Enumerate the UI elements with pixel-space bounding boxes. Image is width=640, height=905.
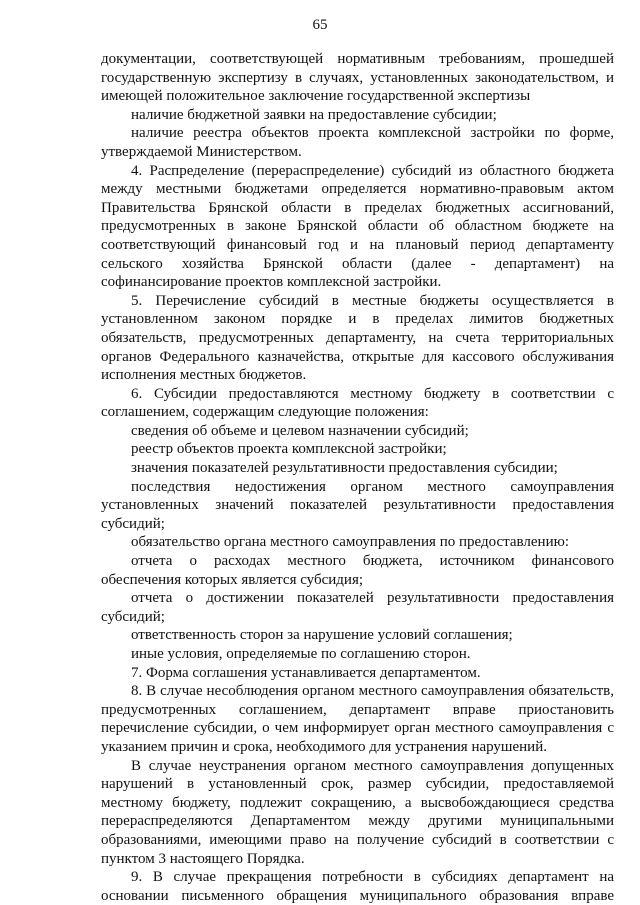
paragraph-subsidy-info: сведения об объеме и целевом назначении субсидий; — [131, 422, 469, 439]
paragraph-item-4-distribution: 4. Распределение (перераспределение) субсидий из областного бюджета между местными бюджетами определяется нормативно-правовым актом Правительства Брянской области в пределах бюджетных ассигнований, предусмотренных в законе Брянской области об областном бюджете на соответствующий финансовый год и на плановый период департаменту сельского хозяйства Брянской области (далее - департамент) на софинансирование проектов комплексной застройки. — [101, 162, 614, 291]
paragraph-item-7-form: 7. Форма соглашения устанавливается департаментом. — [131, 664, 481, 681]
paragraph-obligation: обязательство органа местного самоуправления по предоставлению: — [131, 534, 569, 551]
paragraph-other-conditions: иные условия, определяемые по соглашению сторон. — [131, 646, 471, 662]
paragraph-budget-request: наличие бюджетной заявки на предоставление субсидии; — [131, 106, 497, 123]
paragraph-reduction: В случае неустранения органом местного самоуправления допущенных нарушений в установленный срок, размер субсидии, предоставляемой местному бюджету, подлежит сокращению, а высвобождающиеся средства перераспределяются Департаментом между другими муниципальными образованиями, имеющими право на получение субсидий в соответствии с пунктом 3 настоящего Порядка. — [101, 757, 614, 867]
paragraph-item-6-agreement: 6. Субсидии предоставляются местному бюджету в соответствии с соглашением, содержащим следующие положения: — [101, 385, 614, 421]
paragraph-item-5-transfer: 5. Перечисление субсидий в местные бюджеты осуществляется в установленном законом порядке и в пределах лимитов бюджетных обязательств, предусмотренных департаменту, на счета территориальных органов Федерального казначейства, открытые для кассового обслуживания исполнения местных бюджетов. — [101, 292, 614, 384]
paragraph-item-8-suspension: 8. В случае несоблюдения органом местного самоуправления обязательств, предусмотренных соглашением, департамент вправе приостановить перечисление субсидии, о чем информирует орган местного самоуправления с указанием причин и срока, необходимого для устранения нарушений. — [101, 683, 614, 755]
paragraph-indicator-values: значения показателей результативности предоставления субсидии; — [131, 460, 558, 477]
page-number: 65 — [312, 17, 328, 33]
paragraph-register: реестр объектов проекта комплексной застройки; — [131, 441, 447, 458]
paragraph-indicator-report: отчета о достижении показателей результативности предоставления субсидий; — [101, 590, 614, 625]
paragraph-consequences: последствия недостижения органом местного самоуправления установленных значений показателей результативности предоставления субсидий; — [101, 478, 614, 532]
paragraph-expense-report: отчета о расходах местного бюджета, источником финансового обеспечения которых является субсидия; — [101, 553, 614, 588]
paragraph-register-of-objects: наличие реестра объектов проекта комплексной застройки по форме, утверждаемой Министерством. — [101, 125, 614, 160]
paragraph-documentation-continued: документации, соответствующей нормативным требованиям, прошедшей государственную экспертизу в случаях, установленных законодательством, и имеющей положительное заключение государственной экспертизы — [101, 51, 614, 105]
document-body — [101, 50, 614, 905]
paragraph-responsibility: ответственность сторон за нарушение условий соглашения; — [131, 627, 513, 644]
paragraph-item-9-termination: 9. В случае прекращения потребности в субсидиях департамент на основании письменного обращения муниципального образования вправе — [101, 869, 614, 904]
